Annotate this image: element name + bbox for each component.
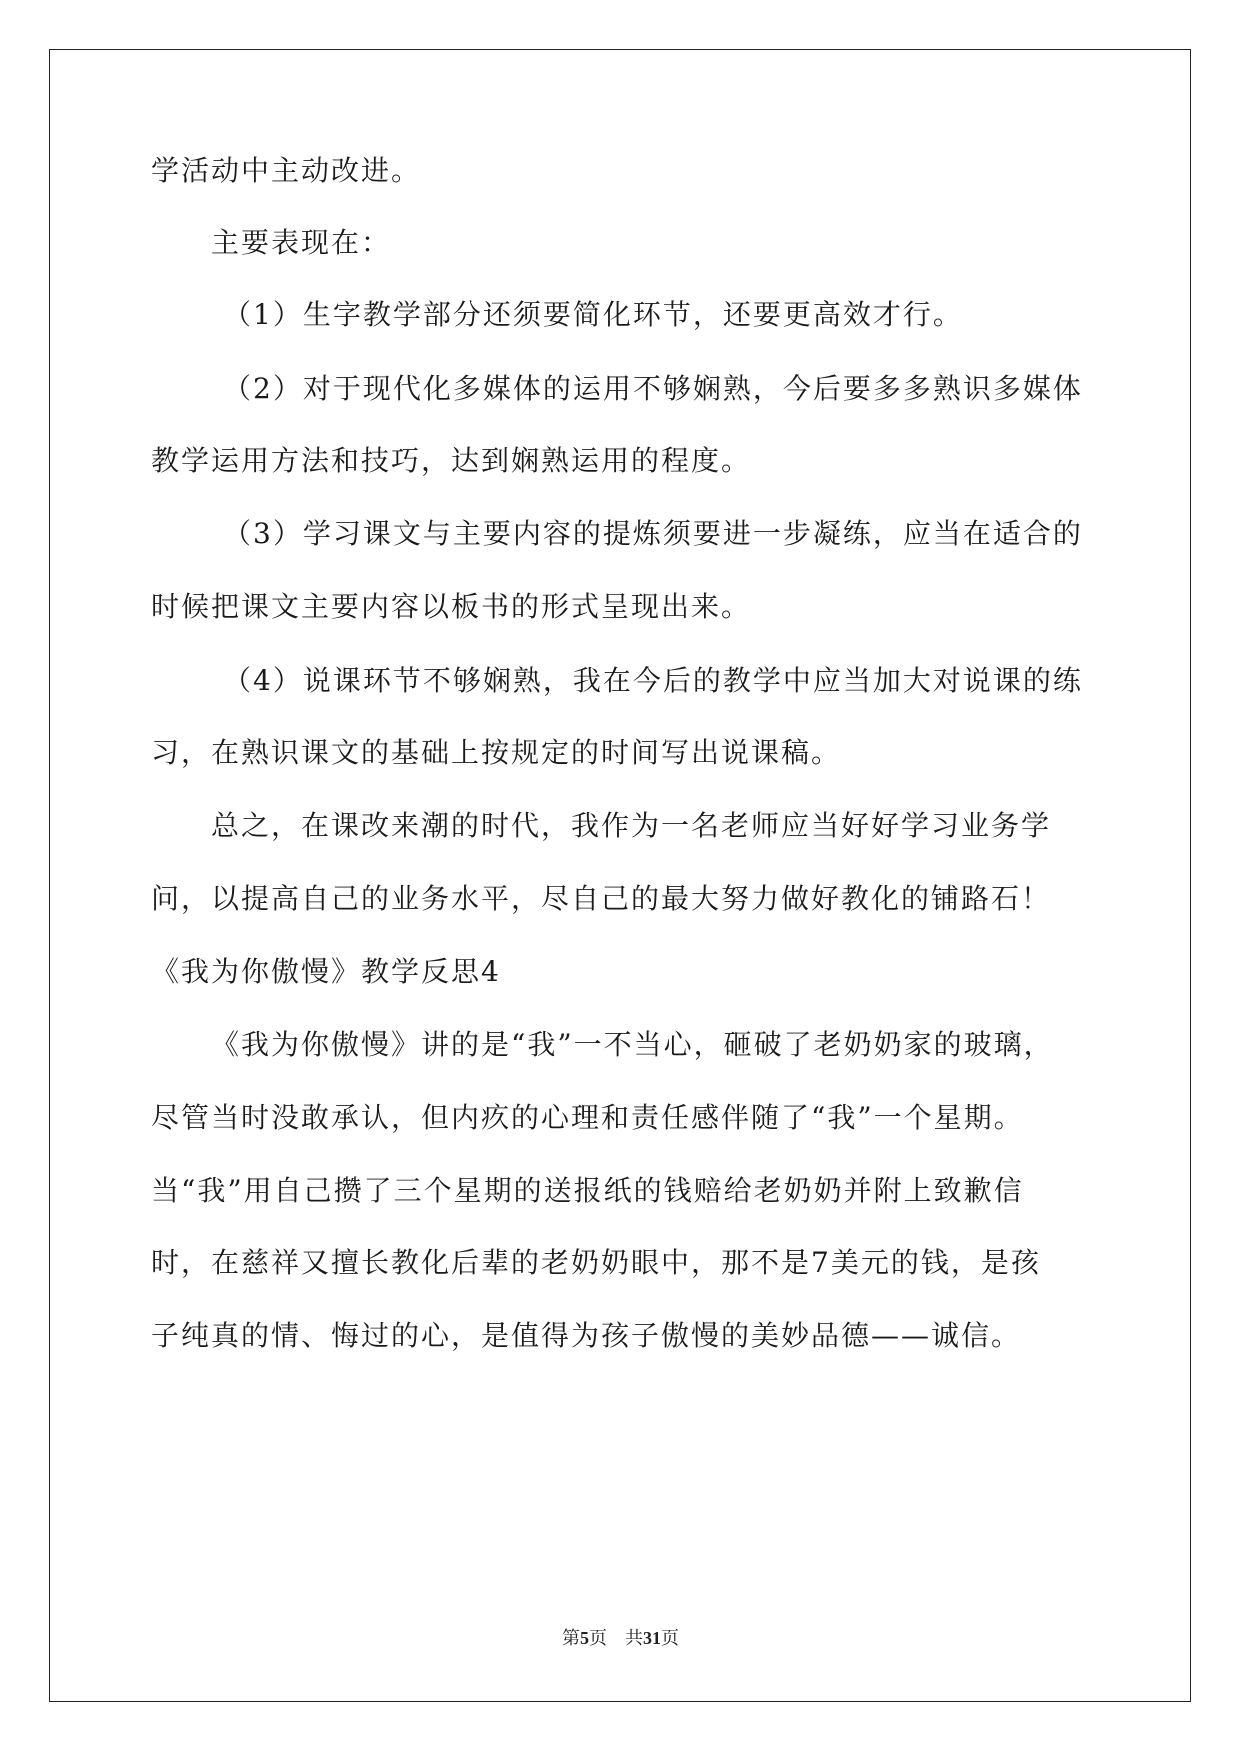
paragraph-line: 主要表现在： — [211, 226, 392, 259]
paragraph-line: 习，在熟识课文的基础上按规定的时间写出说课稿。 — [151, 736, 842, 769]
paragraph-line: 当“我”用自己攒了三个星期的送报纸的钱赔给老奶奶并附上致歉信 — [151, 1174, 1024, 1207]
list-item: （4）说课环节不够娴熟，我在今后的教学中应当加大对说课的练 — [223, 664, 1083, 697]
page-prefix: 第 — [562, 1628, 580, 1649]
page-footer — [0, 1625, 1241, 1652]
paragraph-line: 时，在慈祥又擅长教化后辈的老奶奶眼中，那不是7美元的钱，是孩 — [151, 1246, 1041, 1279]
paragraph-line: 问，以提高自己的业务水平，尽自己的最大努力做好教化的铺路石！ — [151, 882, 1052, 915]
total-pages: 31 — [643, 1628, 661, 1648]
list-item: （2）对于现代化多媒体的运用不够娴熟，今后要多多熟识多媒体 — [223, 372, 1083, 405]
page-number: 5 — [580, 1628, 589, 1648]
paragraph-line: 子纯真的情、悔过的心，是值得为孩子傲慢的美妙品德——诚信。 — [151, 1319, 1022, 1352]
page-suffix: 页 — [589, 1628, 607, 1649]
total-suffix: 页 — [661, 1628, 679, 1649]
list-item: （1）生字教学部分还须要简化环节，还要更高效才行。 — [223, 298, 963, 331]
paragraph-line: 《我为你傲慢》讲的是“我”一不当心，砸破了老奶奶家的玻璃， — [211, 1028, 1054, 1061]
paragraph-line: 教学运用方法和技巧，达到娴熟运用的程度。 — [151, 444, 752, 477]
list-item: （3）学习课文与主要内容的提炼须要进一步凝练，应当在适合的 — [223, 517, 1083, 550]
paragraph-line: 时候把课文主要内容以板书的形式呈现出来。 — [151, 590, 752, 623]
paragraph-line: 总之，在课改来潮的时代，我作为一名老师应当好好学习业务学 — [211, 809, 1052, 842]
section-heading: 《我为你傲慢》教学反思4 — [151, 955, 501, 988]
total-prefix: 共 — [625, 1628, 643, 1649]
paragraph-line: 学活动中主动改进。 — [151, 154, 422, 187]
paragraph-line: 尽管当时没敢承认，但内疚的心理和责任感伴随了“我”一个星期。 — [151, 1101, 1024, 1134]
